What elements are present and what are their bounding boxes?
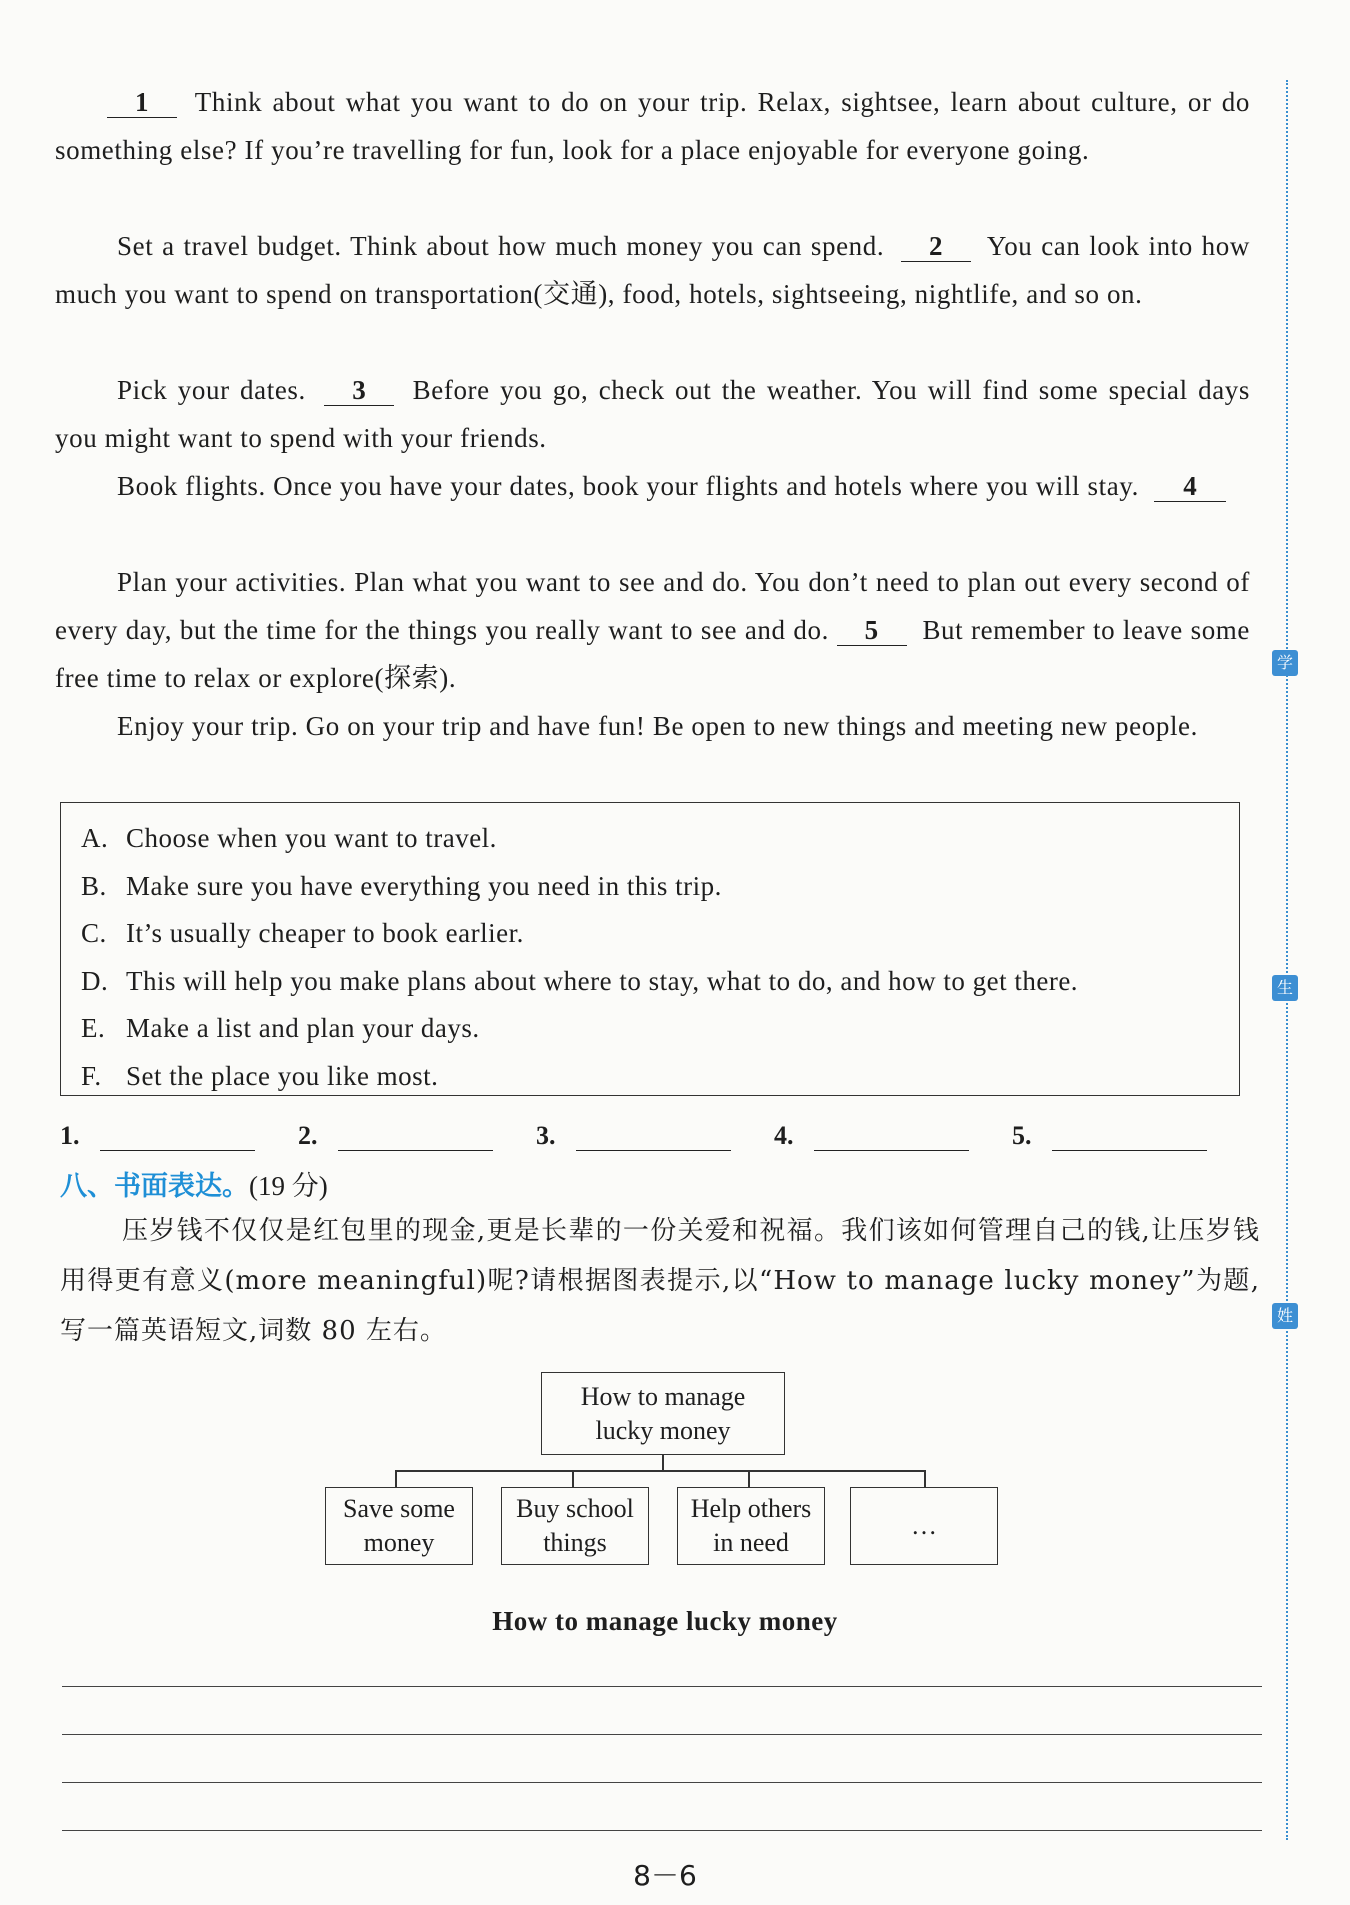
answer-line[interactable]	[814, 1116, 969, 1151]
mindmap-connector	[572, 1470, 574, 1487]
option-a: A. Choose when you want to travel.	[81, 823, 497, 853]
writing-line[interactable]	[62, 1782, 1262, 1783]
blank-2: 2	[901, 231, 971, 262]
mindmap-connector	[395, 1470, 925, 1472]
blank-1: 1	[107, 87, 177, 118]
blank-4: 4	[1154, 471, 1226, 502]
writing-line[interactable]	[62, 1830, 1262, 1831]
option-f: F. Set the place you like most.	[81, 1060, 439, 1091]
mindmap-child-save: Save some money	[325, 1487, 473, 1565]
answer-5[interactable]: 5.	[1012, 1116, 1207, 1151]
passage-paragraph-6: Enjoy your trip. Go on your trip and have fun! Be open to new things and meeting new people.	[117, 711, 1198, 741]
answer-3[interactable]: 3.	[536, 1116, 731, 1151]
passage-paragraph-3: Pick your dates. 3 Before you go, check out the weather. You will find some special days you might want to spend with your friends.	[55, 375, 1250, 453]
passage-paragraph-2: Set a travel budget. Think about how much money you can spend. 2 You can look into how much you want to spend on transportation(交通), food, hotels, sightseeing, nightlife, and so on.	[55, 231, 1250, 309]
writing-line[interactable]	[62, 1734, 1262, 1735]
answer-line[interactable]	[576, 1116, 731, 1151]
mindmap-connector	[748, 1470, 750, 1487]
answer-4[interactable]: 4.	[774, 1116, 969, 1151]
answer-line[interactable]	[1052, 1116, 1207, 1151]
section-title: 八、书面表达。(19 分)	[60, 1171, 328, 1202]
blank-3: 3	[324, 375, 394, 406]
binding-dotted-line	[1286, 80, 1288, 1840]
answer-2[interactable]: 2.	[298, 1116, 493, 1151]
answer-row	[60, 1116, 1240, 1156]
writing-instructions: 压岁钱不仅仅是红包里的现金,更是长辈的一份关爱和祝福。我们该如何管理自己的钱,让压岁钱用得更有意义(more meaningful)呢?请根据图表提示,以“How to manage lucky money”为题,写一篇英语短文,词数 80 左右。	[60, 1216, 1260, 1346]
option-b: B. Make sure you have everything you need in this trip.	[81, 870, 722, 901]
option-e: E. Make a list and plan your days.	[81, 1013, 480, 1043]
blank-5: 5	[837, 615, 907, 646]
options-box	[60, 802, 1240, 1096]
passage-paragraph-5: Plan your activities. Plan what you want to see and do. You don’t need to plan out every second of every day, but the time for the things you really want to see and do. 5 But remember to leave some free time to relax or explore(探索).	[55, 567, 1250, 693]
mindmap-child-buy: Buy school things	[501, 1487, 649, 1565]
mindmap-child-help: Help others in need	[677, 1487, 825, 1565]
side-tab-name: 生	[1272, 975, 1298, 1001]
option-c: C. It’s usually cheaper to book earlier.	[81, 918, 524, 948]
answer-1[interactable]: 1.	[60, 1116, 255, 1151]
mindmap-root: How to manage lucky money	[541, 1372, 785, 1455]
passage-paragraph-4: Book flights. Once you have your dates, book your flights and hotels where you will stay. 4	[55, 462, 1250, 510]
answer-line[interactable]	[338, 1116, 493, 1151]
page-number: 8－6	[633, 1859, 697, 1892]
side-tab-student: 学	[1272, 650, 1298, 676]
writing-line[interactable]	[62, 1686, 1262, 1687]
side-tab-surname: 姓	[1272, 1303, 1298, 1329]
essay-title: How to manage lucky money	[492, 1606, 838, 1636]
option-d: D. This will help you make plans about where to stay, what to do, and how to get there.	[81, 965, 1079, 996]
mindmap-connector	[662, 1455, 664, 1471]
mindmap-connector	[395, 1470, 397, 1487]
answer-line[interactable]	[100, 1116, 255, 1151]
mindmap-child-more: …	[850, 1487, 998, 1565]
passage-paragraph-1: 1 Think about what you want to do on your trip. Relax, sightsee, learn about culture, or do something else? If you’re travelling for fun, look for a place enjoyable for everyone going.	[55, 87, 1250, 165]
mindmap-connector	[924, 1470, 926, 1487]
